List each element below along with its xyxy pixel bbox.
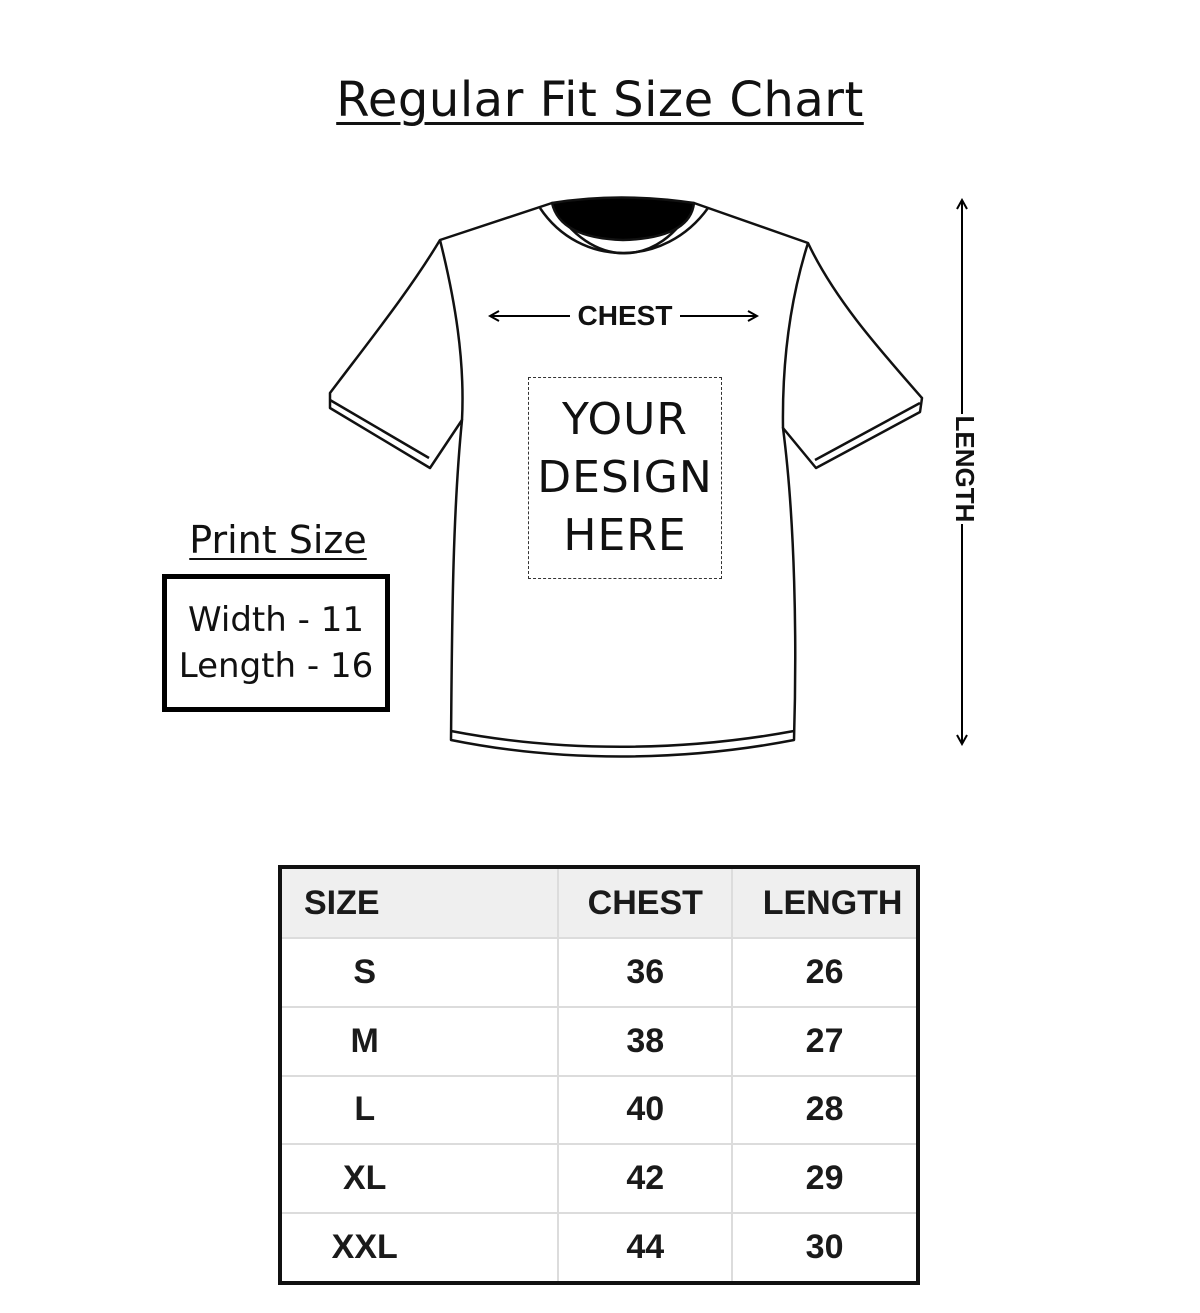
design-text-line: DESIGN	[537, 452, 713, 503]
design-placeholder	[528, 377, 722, 579]
cell-length: 29	[732, 1144, 918, 1213]
table-header-row	[280, 867, 918, 938]
print-size-box	[162, 574, 390, 712]
cell-size: XXL	[280, 1213, 558, 1283]
cell-chest: 36	[558, 938, 732, 1007]
cell-chest: 38	[558, 1007, 732, 1076]
cell-chest: 42	[558, 1144, 732, 1213]
cell-length: 26	[732, 938, 918, 1007]
cell-size: L	[280, 1076, 558, 1145]
cell-chest: 40	[558, 1076, 732, 1145]
length-label: LENGTH	[950, 415, 980, 523]
cell-length: 30	[732, 1213, 918, 1283]
table-row	[280, 1076, 918, 1145]
print-size-title: Print Size	[189, 518, 367, 562]
print-length: Length - 16	[178, 646, 374, 686]
table-row	[280, 1007, 918, 1076]
header-size: SIZE	[280, 867, 558, 938]
cell-length: 27	[732, 1007, 918, 1076]
header-length: LENGTH	[732, 867, 918, 938]
header-chest: CHEST	[558, 867, 732, 938]
design-text-line: YOUR	[562, 394, 688, 445]
print-width: Width - 11	[188, 600, 364, 640]
cell-size: M	[280, 1007, 558, 1076]
cell-length: 28	[732, 1076, 918, 1145]
chest-label: CHEST	[570, 300, 680, 332]
page-title: Regular Fit Size Chart	[336, 72, 864, 128]
table-row	[280, 1213, 918, 1283]
cell-size: XL	[280, 1144, 558, 1213]
cell-chest: 44	[558, 1213, 732, 1283]
table-row	[280, 1144, 918, 1213]
size-table	[278, 865, 920, 1285]
table-row	[280, 938, 918, 1007]
cell-size: S	[280, 938, 558, 1007]
design-text-line: HERE	[563, 510, 687, 561]
